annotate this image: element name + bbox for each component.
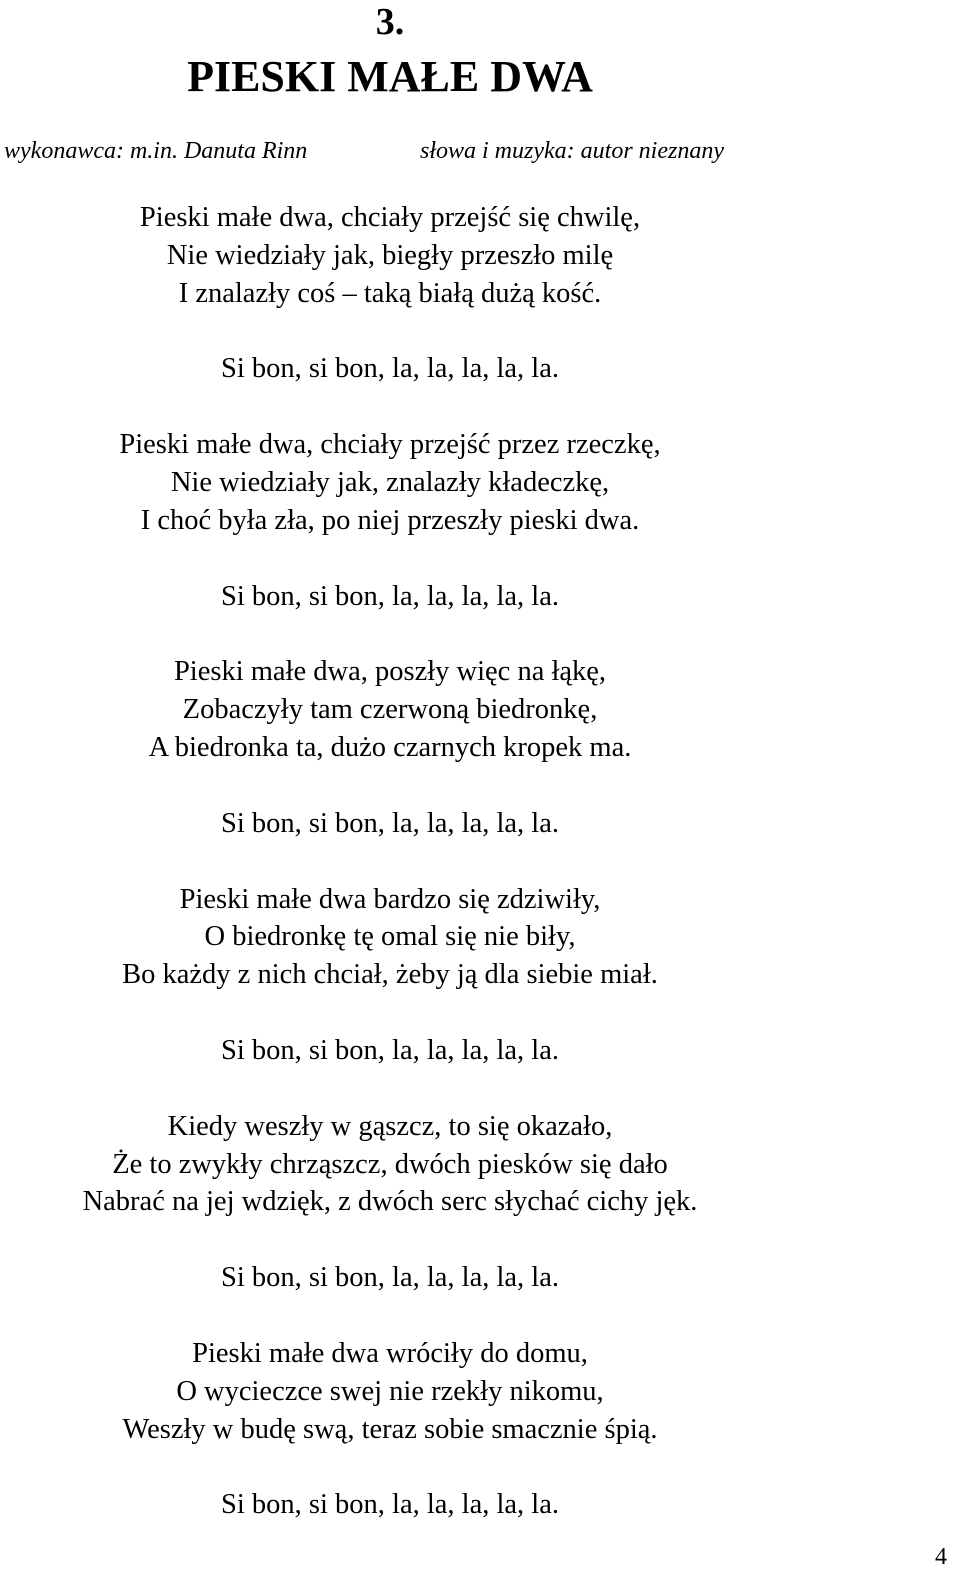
stanza-line: Kiedy weszły w gąszcz, to się okazało, (167, 1110, 613, 1142)
performer-credit: wykonawca: m.in. Danuta Rinn (4, 138, 308, 164)
stanza-line: I znalazły coś – taką białą dużą kość. (178, 277, 602, 309)
stanza-line: Pieski małe dwa wróciły do domu, (192, 1337, 588, 1369)
stanza-line: Że to zwykły chrząszcz, dwóch piesków się dało (112, 1148, 668, 1180)
stanza-1 (0, 199, 780, 312)
stanza-line: Pieski małe dwa, chciały przejść się chwilę, (139, 202, 641, 233)
page-number: 4 (935, 1544, 947, 1570)
stanza-5 (0, 1108, 780, 1221)
refrain: Si bon, si bon, la, la, la, la, la. (221, 1489, 559, 1521)
stanza-line: Nie wiedziały jak, znalazły kładeczkę, (170, 466, 610, 498)
stanza-line: Zobaczyły tam czerwoną biedronkę, (182, 694, 598, 726)
stanza-line: A biedronka ta, dużo czarnych kropek ma. (148, 731, 632, 763)
refrain: Si bon, si bon, la, la, la, la, la. (221, 580, 559, 612)
stanza-line: O biedronkę tę omal się nie biły, (204, 921, 576, 953)
stanza-line: I choć była zła, po niej przeszły pieski dwa. (140, 504, 640, 536)
stanza-3 (0, 653, 780, 766)
stanza-line: Nabrać na jej wdzięk, z dwóch serc słychać cichy jęk. (82, 1186, 698, 1218)
song-lyrics (0, 199, 780, 1562)
refrain: Si bon, si bon, la, la, la, la, la. (221, 1034, 559, 1066)
stanza-2 (0, 426, 780, 539)
stanza-line: Pieski małe dwa, poszły więc na łąkę, (173, 656, 607, 688)
stanza-line: Pieski małe dwa, chciały przejść przez rzeczkę, (119, 429, 661, 461)
refrain: Si bon, si bon, la, la, la, la, la. (221, 1262, 559, 1294)
stanza-line: Bo każdy z nich chciał, żeby ją dla siebie miał. (122, 959, 658, 991)
song-number: 3. (375, 1, 405, 43)
refrain: Si bon, si bon, la, la, la, la, la. (221, 353, 559, 385)
authorship-credit: słowa i muzyka: autor nieznany (420, 138, 724, 164)
stanza-line: Weszły w budę swą, teraz sobie smacznie śpią. (122, 1413, 658, 1445)
stanza-6 (0, 1335, 780, 1448)
refrain: Si bon, si bon, la, la, la, la, la. (221, 807, 559, 839)
stanza-line: Pieski małe dwa bardzo się zdziwiły, (179, 883, 601, 915)
stanza-line: Nie wiedziały jak, biegły przeszło milę (166, 239, 614, 271)
song-title: PIESKI MAŁE DWA (187, 52, 593, 101)
stanza-4 (0, 881, 780, 994)
stanza-line: O wycieczce swej nie rzekły nikomu, (176, 1375, 604, 1407)
